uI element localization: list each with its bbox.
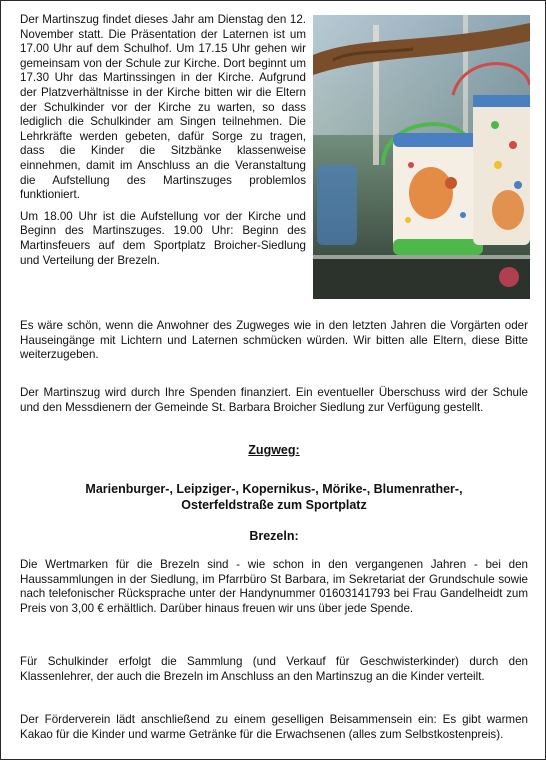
intro-text-column [20, 13, 306, 275]
zugweg-route [20, 481, 528, 513]
brezeln-paragraph-schoolchildren: Für Schulkinder erfolgt die Sammlung (und Verkauf für Geschwisterkinder) durch den Klassenlehrer, der auch die Brezeln im Anschluss an den Martinszug an die Kinder verteilt. [20, 655, 528, 683]
intro-paragraph-procession: Um 18.00 Uhr ist die Aufstellung vor der Kirche und Beginn des Martinszuges. 19.00 Uhr: Beginn des Martinsfeuers auf dem Sportplatz Broicher-Siedlung und Verteilung der Brezeln. [20, 209, 306, 267]
brezeln-heading: Brezeln: [249, 529, 299, 543]
zugweg-route-line-1: Marienburger-, Leipziger-, Kopernikus-, Mörike-, Blumenrather-, [85, 482, 463, 496]
zugweg-heading: Zugweg: [248, 443, 300, 457]
zugweg-route-line-2: Osterfeldstraße zum Sportplatz [181, 498, 367, 512]
brezeln-paragraph-vouchers: Die Wertmarken für die Brezeln sind - wie schon in den vergangenen Jahren - bei den Haussammlungen in der Siedlung, im Pfarrbüro St Barbara, im Sekretariat der Grundschule sowie nach telefonischer Rücksprache unter der Handynummer 01603141793 bei Frau Gandelheidt zum Preis von 3,00 € erhältlich. Darüber hinaus freuen wir uns über jede Spende. [20, 558, 528, 615]
lantern-photo-icon [313, 15, 530, 299]
intro-paragraph-schedule: Der Martinszug findet dieses Jahr am Dienstag den 12. November statt. Die Präsentation der Laternen ist um 17.00 Uhr auf dem Schulhof. Um 17.15 Uhr gehen wir gemeinsam von der Schule zur Kirche. Dort beginnt um 17.30 Uhr das Martinssingen in der Kirche. Aufgrund der Platzverhältnisse in der Kirche bitten wir die Eltern der Schulkinder vor der Kirche zu warten, so dass lediglich die Schulkinder am Singen teilnehmen. Die Lehrkräfte werden gebeten, dafür Sorge zu tragen, dass die Kinder die Sitzbänke klassenweise einnehmen, damit im Anschluss an die Veranstaltung die Aufstellung des Martinszuges problemlos funktioniert. [20, 13, 306, 202]
brezeln-paragraph-foerderverein: Der Förderverein lädt anschließend zu einem geselligen Beisammensein ein: Es gibt warmen Kakao für die Kinder und warme Getränke für die Erwachsenen (alles zum Selbstkostenpreis). [20, 713, 528, 741]
paragraph-decoration-request: Es wäre schön, wenn die Anwohner des Zugweges wie in den letzten Jahren die Vorgärten oder Hauseingänge mit Lichtern und Laternen schmücken würden. Wir bitten alle Eltern, diese Bitte weiterzugeben. [20, 319, 528, 362]
paragraph-financing: Der Martinszug wird durch Ihre Spenden finanziert. Ein eventueller Überschuss wird der Schule und den Messdienern der Gemeinde St. Barbara Broicher Siedlung zur Verfügung gestellt. [20, 386, 528, 414]
lantern-photo [313, 15, 530, 299]
